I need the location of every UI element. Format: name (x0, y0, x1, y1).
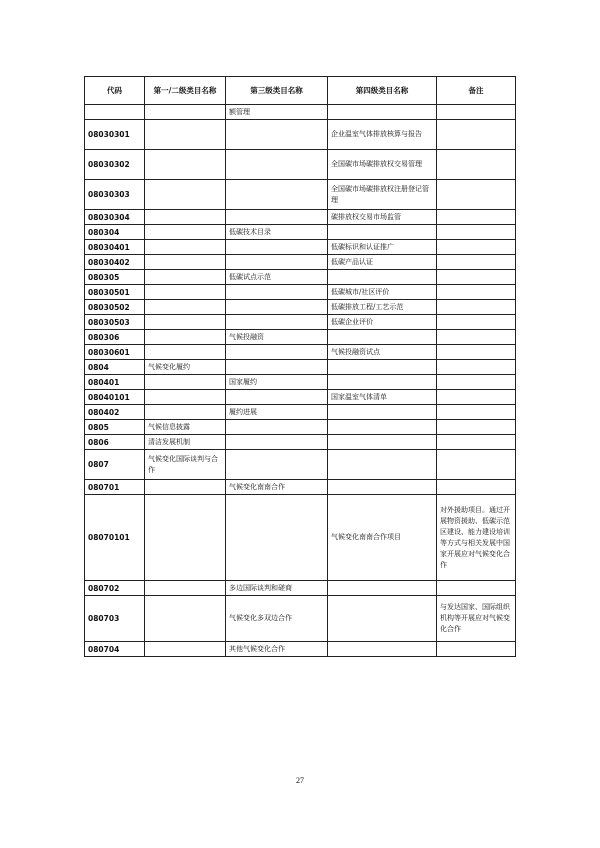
cell-level12 (145, 581, 226, 596)
cell-level3 (226, 150, 328, 180)
table-row (85, 240, 516, 255)
table-row (85, 345, 516, 360)
cell-remarks (437, 360, 516, 375)
cell-remarks (437, 480, 516, 495)
cell-level4 (328, 581, 437, 596)
table-row (85, 420, 516, 435)
cell-code: 0804 (85, 360, 145, 375)
table-row (85, 495, 516, 581)
cell-level4: 低碳企业评价 (328, 315, 437, 330)
cell-level4 (328, 225, 437, 240)
continuation-row (85, 105, 516, 120)
cell-level12 (145, 270, 226, 285)
header-code: 代码 (85, 77, 145, 105)
cell-level3 (226, 390, 328, 405)
cell-code: 08030303 (85, 180, 145, 210)
table-row (85, 330, 516, 345)
cell-level3 (226, 255, 328, 270)
cell-code: 08030401 (85, 240, 145, 255)
cell-level3-continuation: 额管理 (226, 105, 328, 120)
cell-code: 08040101 (85, 390, 145, 405)
cell-level12: 气候变化国际谈判与合作 (145, 450, 226, 480)
cell-level3 (226, 120, 328, 150)
cell-level3 (226, 240, 328, 255)
table-row (85, 255, 516, 270)
cell-remarks (437, 150, 516, 180)
cell-code (85, 105, 145, 120)
cell-level12: 清洁发展机制 (145, 435, 226, 450)
header-level4: 第四级类目名称 (328, 77, 437, 105)
table-row (85, 596, 516, 642)
table-row (85, 225, 516, 240)
cell-remarks (437, 450, 516, 480)
cell-level12: 气候信息披露 (145, 420, 226, 435)
category-table (84, 76, 516, 657)
cell-code: 0806 (85, 435, 145, 450)
cell-level4 (328, 450, 437, 480)
cell-code: 0805 (85, 420, 145, 435)
cell-level3 (226, 495, 328, 581)
cell-level12 (145, 150, 226, 180)
table-row (85, 375, 516, 390)
cell-level12 (145, 405, 226, 420)
cell-code: 080305 (85, 270, 145, 285)
cell-code: 08030304 (85, 210, 145, 225)
cell-level4: 低碳排放工程/工艺示范 (328, 300, 437, 315)
cell-level4 (328, 105, 437, 120)
cell-level3 (226, 420, 328, 435)
table-row (85, 360, 516, 375)
cell-code: 080402 (85, 405, 145, 420)
cell-level3 (226, 360, 328, 375)
table-row (85, 300, 516, 315)
table-row (85, 315, 516, 330)
cell-level12 (145, 225, 226, 240)
cell-level12 (145, 480, 226, 495)
cell-remarks (437, 120, 516, 150)
cell-code: 080703 (85, 596, 145, 642)
cell-code: 08030502 (85, 300, 145, 315)
cell-remarks (437, 390, 516, 405)
cell-level12: 气候变化履约 (145, 360, 226, 375)
header-level12: 第一/二级类目名称 (145, 77, 226, 105)
table-row (85, 180, 516, 210)
table-row (85, 120, 516, 150)
cell-level3 (226, 300, 328, 315)
cell-level4 (328, 420, 437, 435)
table-row (85, 450, 516, 480)
cell-remarks (437, 240, 516, 255)
table-row (85, 581, 516, 596)
cell-level3: 履约进展 (226, 405, 328, 420)
cell-code: 080702 (85, 581, 145, 596)
header-level3: 第三级类目名称 (226, 77, 328, 105)
cell-remarks (437, 285, 516, 300)
cell-level4: 碳排放权交易市场监管 (328, 210, 437, 225)
header-remarks: 备注 (437, 77, 516, 105)
cell-level12 (145, 315, 226, 330)
cell-remarks (437, 315, 516, 330)
cell-remarks (437, 330, 516, 345)
cell-code: 08030402 (85, 255, 145, 270)
cell-code: 0807 (85, 450, 145, 480)
cell-code: 08030301 (85, 120, 145, 150)
cell-level12 (145, 375, 226, 390)
table-row (85, 150, 516, 180)
cell-code: 08030302 (85, 150, 145, 180)
cell-level3: 多边国际谈判和磋商 (226, 581, 328, 596)
table-row (85, 390, 516, 405)
cell-code: 08030601 (85, 345, 145, 360)
cell-level12 (145, 596, 226, 642)
cell-level4: 国家温室气体清单 (328, 390, 437, 405)
cell-remarks (437, 210, 516, 225)
cell-remarks (437, 270, 516, 285)
cell-remarks: 与发达国家、国际组织机构等开展应对气候变化合作 (437, 596, 516, 642)
table-row (85, 480, 516, 495)
cell-level4: 企业温室气体排放核算与报告 (328, 120, 437, 150)
cell-level3: 气候变化多双边合作 (226, 596, 328, 642)
cell-level3: 低碳试点示范 (226, 270, 328, 285)
cell-level12 (145, 240, 226, 255)
cell-level12 (145, 210, 226, 225)
cell-level4 (328, 480, 437, 495)
cell-remarks (437, 375, 516, 390)
cell-remarks (437, 581, 516, 596)
cell-level4: 气候投融资试点 (328, 345, 437, 360)
cell-level3 (226, 210, 328, 225)
cell-level12 (145, 105, 226, 120)
cell-level3: 其他气候变化合作 (226, 642, 328, 657)
cell-level3 (226, 285, 328, 300)
cell-level3 (226, 315, 328, 330)
table-row (85, 642, 516, 657)
cell-level4 (328, 270, 437, 285)
cell-code: 080704 (85, 642, 145, 657)
cell-level3: 低碳技术目录 (226, 225, 328, 240)
cell-level4 (328, 360, 437, 375)
cell-level12 (145, 330, 226, 345)
cell-remarks (437, 255, 516, 270)
table-row (85, 435, 516, 450)
cell-code: 080306 (85, 330, 145, 345)
cell-code: 08030503 (85, 315, 145, 330)
cell-remarks (437, 405, 516, 420)
cell-level4: 气候变化南南合作项目 (328, 495, 437, 581)
cell-code: 080304 (85, 225, 145, 240)
cell-level12 (145, 285, 226, 300)
cell-level12 (145, 255, 226, 270)
cell-level12 (145, 120, 226, 150)
table-row (85, 285, 516, 300)
cell-level4 (328, 375, 437, 390)
cell-level3 (226, 450, 328, 480)
cell-code: 08030501 (85, 285, 145, 300)
cell-remarks (437, 105, 516, 120)
cell-remarks: 对外援助项目。通过开展物资援助、低碳示范区建设、能力建设培训等方式与相关发展中国家开展应对气候变化合作 (437, 495, 516, 581)
cell-level12 (145, 495, 226, 581)
cell-level4 (328, 330, 437, 345)
cell-level12 (145, 390, 226, 405)
cell-level4: 低碳产品认证 (328, 255, 437, 270)
cell-level4: 低碳标识和认证推广 (328, 240, 437, 255)
cell-level3: 气候变化南南合作 (226, 480, 328, 495)
cell-level4: 全国碳市场碳排放权注册登记管理 (328, 180, 437, 210)
cell-code: 08070101 (85, 495, 145, 581)
cell-level3: 气候投融资 (226, 330, 328, 345)
cell-level12 (145, 300, 226, 315)
cell-level4 (328, 642, 437, 657)
cell-level12 (145, 642, 226, 657)
cell-level12 (145, 345, 226, 360)
cell-remarks (437, 180, 516, 210)
table-header-row (85, 77, 516, 105)
cell-remarks (437, 225, 516, 240)
cell-level3 (226, 180, 328, 210)
cell-level4 (328, 435, 437, 450)
cell-remarks (437, 435, 516, 450)
table-row (85, 210, 516, 225)
cell-level4 (328, 405, 437, 420)
cell-code: 080401 (85, 375, 145, 390)
cell-code: 080701 (85, 480, 145, 495)
table-row (85, 405, 516, 420)
page-number: 27 (296, 776, 304, 785)
cell-level3: 国家履约 (226, 375, 328, 390)
cell-level3 (226, 345, 328, 360)
cell-level4 (328, 596, 437, 642)
cell-remarks (437, 642, 516, 657)
cell-level4: 低碳城市/社区评价 (328, 285, 437, 300)
cell-remarks (437, 345, 516, 360)
cell-level3 (226, 435, 328, 450)
cell-level12 (145, 180, 226, 210)
cell-remarks (437, 300, 516, 315)
cell-level4: 全国碳市场碳排放权交易管理 (328, 150, 437, 180)
cell-remarks (437, 420, 516, 435)
table-row (85, 270, 516, 285)
